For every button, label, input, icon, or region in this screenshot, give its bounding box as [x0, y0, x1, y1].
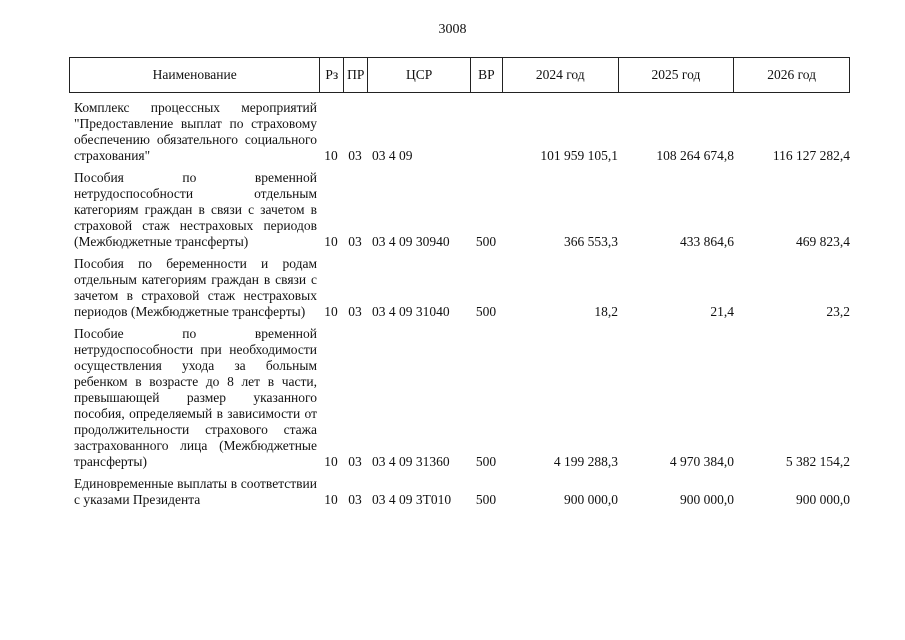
row-2025: 4 970 384,0 — [669, 454, 734, 469]
row-2025: 108 264 674,8 — [656, 148, 734, 163]
row-rz: 10 — [324, 148, 338, 163]
row-2026: 23,2 — [826, 304, 850, 319]
row-pr: 03 — [348, 148, 362, 163]
row-rz: 10 — [324, 492, 338, 507]
row-2026: 469 823,4 — [796, 234, 850, 249]
row-name: Пособие по временной нетрудоспособности при необходимости осуществления ухода за больным ребенком в возрасте до 8 лет в части, превышающей размер указанного пособия, определяемый в зависимости от продолжительности страхового стажа застрахованного лица (Межбюджетные трансферты) — [74, 326, 317, 469]
header-2025: 2025 год — [619, 58, 735, 92]
header-name: Наименование — [70, 58, 320, 92]
row-csr: 03 4 09 31360 — [372, 454, 450, 469]
table-row — [69, 170, 850, 250]
row-2026: 5 382 154,2 — [785, 454, 850, 469]
table-row — [69, 256, 850, 320]
row-2025: 900 000,0 — [680, 492, 734, 507]
row-csr: 03 4 09 31040 — [372, 304, 450, 319]
row-rz: 10 — [324, 234, 338, 249]
row-pr: 03 — [348, 304, 362, 319]
row-2024: 366 553,3 — [564, 234, 618, 249]
row-vr: 500 — [475, 454, 497, 469]
row-pr: 03 — [348, 492, 362, 507]
row-2024: 101 959 105,1 — [540, 148, 618, 163]
row-pr: 03 — [348, 454, 362, 469]
row-2024: 18,2 — [594, 304, 618, 319]
row-name: Единовременные выплаты в соответствии с указами Президента — [74, 476, 317, 507]
row-vr: 500 — [475, 234, 497, 249]
row-pr: 03 — [348, 234, 362, 249]
row-name: Пособия по временной нетрудоспособности отдельным категориям граждан в связи с зачетом в страховой стаж нестраховых периодов (Межбюджетные трансферты) — [74, 170, 317, 249]
table-row — [69, 100, 850, 164]
table-body — [69, 100, 850, 514]
table-header — [69, 57, 850, 93]
row-vr: 500 — [475, 492, 497, 507]
row-rz: 10 — [324, 454, 338, 469]
row-name: Пособия по беременности и родам отдельным категориям граждан в связи с зачетом в страховой стаж нестраховых периодов (Межбюджетные трансферты) — [74, 256, 317, 319]
header-2026: 2026 год — [767, 67, 817, 82]
row-2026: 116 127 282,4 — [772, 148, 850, 163]
header-pr: ПР — [344, 58, 368, 92]
page-number: 3008 — [438, 22, 467, 37]
row-csr: 03 4 09 30940 — [372, 234, 450, 249]
row-csr: 03 4 09 3Т010 — [372, 492, 452, 507]
header-2024: 2024 год — [503, 58, 619, 92]
table-row — [69, 476, 850, 508]
row-2025: 433 864,6 — [680, 234, 734, 249]
row-2024: 4 199 288,3 — [553, 454, 618, 469]
row-rz: 10 — [324, 304, 338, 319]
header-rz: Рз — [320, 58, 344, 92]
row-2024: 900 000,0 — [564, 492, 618, 507]
row-name: Комплекс процессных мероприятий "Предоставление выплат по страховому обеспечению обязательного социального страхования" — [74, 100, 317, 163]
row-vr: 500 — [475, 304, 497, 319]
table-row — [69, 326, 850, 470]
row-csr: 03 4 09 — [372, 148, 413, 163]
header-vr: ВР — [471, 58, 503, 92]
header-csr: ЦСР — [368, 58, 471, 92]
row-2025: 21,4 — [710, 304, 734, 319]
row-2026: 900 000,0 — [796, 492, 850, 507]
